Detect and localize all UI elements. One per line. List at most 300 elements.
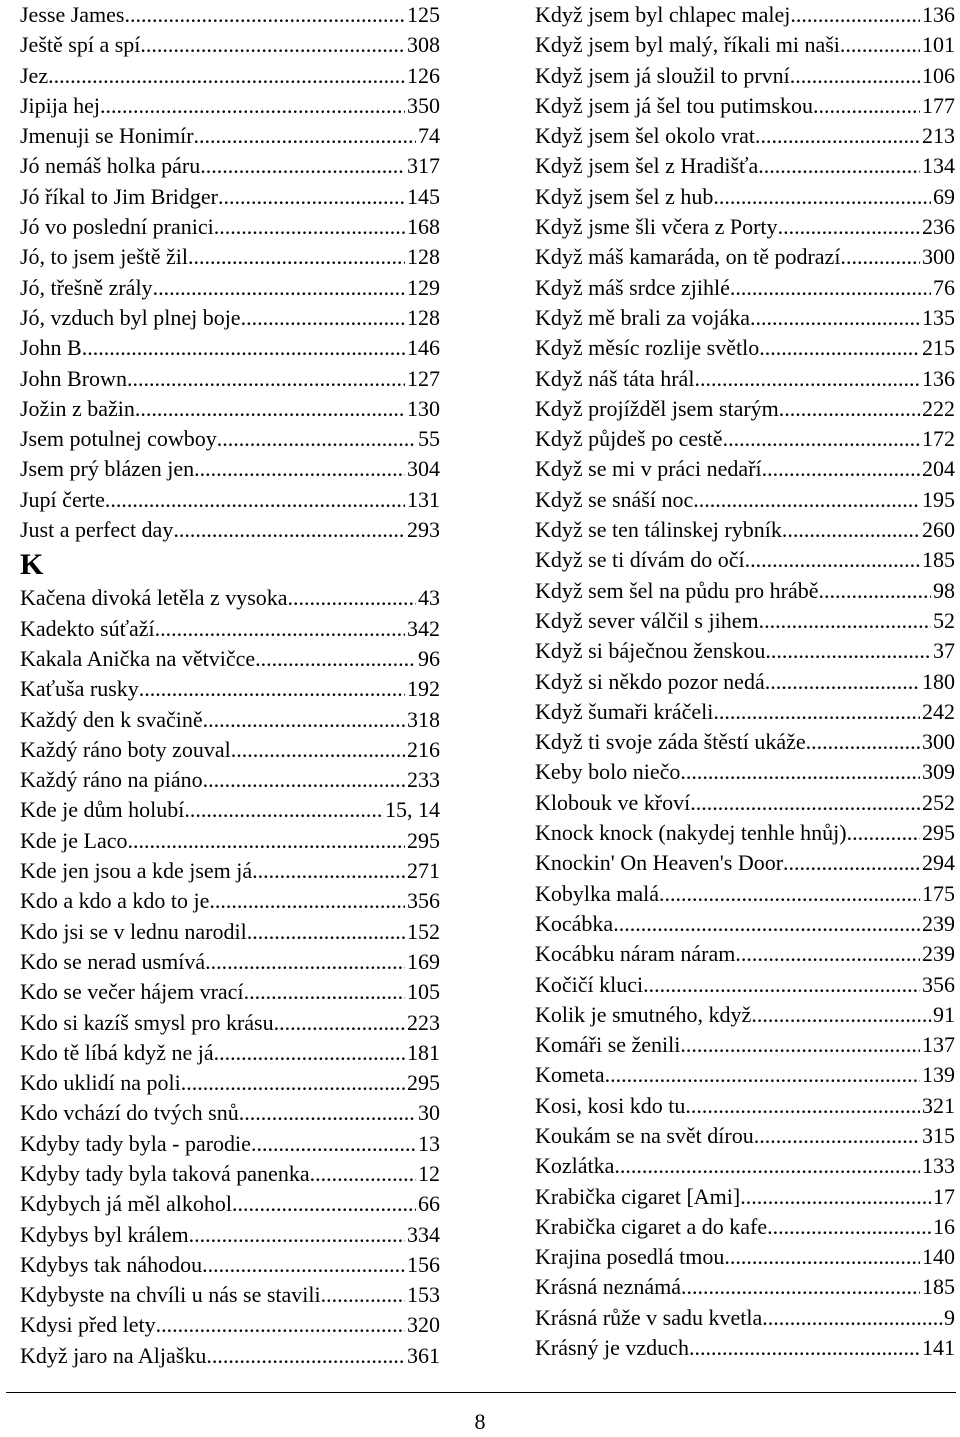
- entry-title: Kaťuša rusky: [20, 676, 139, 702]
- dot-leader: [694, 364, 920, 394]
- entry-title: Kolik je smutného, když: [535, 1001, 752, 1027]
- index-entry: [535, 91, 955, 121]
- index-entry: [535, 545, 955, 575]
- entry-page-number: 12: [418, 1160, 440, 1186]
- entry-title: Když máš srdce zjihlé: [535, 274, 730, 300]
- index-entry: [535, 757, 955, 787]
- dot-leader: [48, 61, 405, 91]
- entry-title: Kocábka: [535, 910, 614, 936]
- index-entry: [20, 1098, 440, 1128]
- dot-leader: [194, 121, 416, 151]
- index-entry: [535, 1151, 955, 1181]
- entry-page-number: 216: [407, 736, 440, 762]
- entry-page-number: 239: [922, 910, 955, 936]
- dot-leader: [790, 61, 920, 91]
- entry-page-number: 141: [922, 1335, 955, 1361]
- index-entry: [535, 1212, 955, 1242]
- entry-page-number: 271: [407, 858, 440, 884]
- index-entry: [535, 818, 955, 848]
- entry-page-number: 185: [922, 547, 955, 573]
- entry-title: Krabička cigaret a do kafe: [535, 1213, 768, 1239]
- index-entry: [535, 121, 955, 151]
- entry-title: Každý den k svačině: [20, 706, 203, 732]
- entry-title: Keby bolo niečo: [535, 759, 681, 785]
- dot-leader: [735, 939, 920, 969]
- entry-title: Když půjdeš po cestě: [535, 426, 723, 452]
- index-entry: [20, 644, 440, 674]
- dot-leader: [845, 30, 920, 60]
- entry-page-number: 309: [922, 759, 955, 785]
- index-entry: [20, 917, 440, 947]
- entry-page-number: 215: [922, 335, 955, 361]
- dot-leader: [813, 91, 920, 121]
- dot-leader: [217, 424, 416, 454]
- entry-page-number: 172: [922, 426, 955, 452]
- index-entry: [20, 151, 440, 181]
- entry-title: Když jsem byl chlapec malej: [535, 2, 791, 27]
- entry-title: Když se ti dívám do očí: [535, 547, 745, 573]
- entry-title: Kdybys byl králem: [20, 1221, 189, 1247]
- dot-leader: [767, 1212, 931, 1242]
- entry-title: Kdybys tak náhodou: [20, 1251, 203, 1277]
- index-entry: [535, 697, 955, 727]
- dot-leader: [779, 394, 920, 424]
- dot-leader: [659, 879, 920, 909]
- dot-leader: [231, 735, 405, 765]
- dot-leader: [205, 947, 405, 977]
- entry-page-number: 177: [922, 92, 955, 118]
- entry-title: Když jsem já sloužil to první: [535, 62, 790, 88]
- entry-page-number: 175: [922, 880, 955, 906]
- entry-page-number: 74: [418, 123, 440, 149]
- index-entry: [20, 1068, 440, 1098]
- dot-leader: [247, 917, 405, 947]
- entry-title: Krásná neznámá: [535, 1274, 681, 1300]
- dot-leader: [782, 515, 920, 545]
- entry-page-number: 356: [922, 971, 955, 997]
- entry-page-number: 242: [922, 698, 955, 724]
- index-entry: [535, 788, 955, 818]
- index-entry: [535, 576, 955, 606]
- entry-title: Jó, to jsem ještě žil: [20, 244, 189, 270]
- entry-page-number: 17: [933, 1183, 955, 1209]
- entry-title: Knockin' On Heaven's Door: [535, 850, 784, 876]
- entry-title: Když si báječnou ženskou: [535, 638, 766, 664]
- index-entry: [20, 424, 440, 454]
- dot-leader: [200, 151, 405, 181]
- entry-title: Klobouk ve křoví: [535, 789, 691, 815]
- index-entry: [535, 61, 955, 91]
- entry-title: Když projížděl jsem starým: [535, 395, 779, 421]
- entry-page-number: 342: [407, 615, 440, 641]
- index-entry: [20, 735, 440, 765]
- entry-page-number: 334: [407, 1221, 440, 1247]
- entry-title: Jó nemáš holka páru: [20, 153, 201, 179]
- entry-title: Když máš kamaráda, on tě podrazí.: [535, 244, 846, 270]
- index-entry: [20, 765, 440, 795]
- entry-page-number: 133: [922, 1153, 955, 1179]
- dot-leader: [690, 788, 920, 818]
- entry-page-number: 128: [407, 304, 440, 330]
- index-entry: [535, 0, 955, 30]
- dot-leader: [194, 454, 405, 484]
- index-column-right: [535, 0, 955, 1363]
- entry-page-number: 76: [933, 274, 955, 300]
- dot-leader: [209, 886, 405, 916]
- entry-page-number: 146: [407, 335, 440, 361]
- dot-leader: [153, 273, 405, 303]
- index-entry: [535, 879, 955, 909]
- entry-title: Kdo vchází do tvých snů: [20, 1100, 239, 1126]
- entry-page-number: 356: [407, 888, 440, 914]
- entry-title: Kozlátka: [535, 1153, 615, 1179]
- entry-page-number: 129: [407, 274, 440, 300]
- dot-leader: [783, 848, 920, 878]
- dot-leader: [724, 1242, 920, 1272]
- dot-leader: [241, 303, 405, 333]
- entry-title: Kdo se nerad usmívá: [20, 948, 206, 974]
- entry-title: Komáři se ženili: [535, 1032, 681, 1058]
- entry-title: Kde je dům holubí: [20, 797, 185, 823]
- index-entry: [20, 242, 440, 272]
- index-entry: [535, 939, 955, 969]
- dot-leader: [680, 757, 920, 787]
- entry-page-number: 239: [922, 941, 955, 967]
- entry-page-number: 169: [407, 948, 440, 974]
- index-entry: [20, 583, 440, 613]
- dot-leader: [218, 182, 405, 212]
- entry-page-number: 295: [407, 1070, 440, 1096]
- entry-title: Kometa: [535, 1062, 605, 1088]
- entry-page-number: 69: [933, 183, 955, 209]
- index-entry: [20, 1341, 440, 1371]
- entry-page-number: 320: [407, 1312, 440, 1338]
- dot-leader: [214, 212, 405, 242]
- index-entry: [20, 0, 440, 30]
- index-entry: [535, 970, 955, 1000]
- entry-title: Jožin z bažin: [20, 395, 135, 421]
- index-entry: [20, 947, 440, 977]
- dot-leader: [759, 606, 931, 636]
- dot-leader: [614, 1151, 920, 1181]
- entry-page-number: 13: [418, 1130, 440, 1156]
- dot-leader: [693, 485, 920, 515]
- dot-leader: [135, 394, 405, 424]
- entry-title: Ještě spí a spí: [20, 32, 141, 58]
- index-entry: [20, 886, 440, 916]
- index-entry: [20, 1280, 440, 1310]
- entry-title: Jó vo poslední pranici: [20, 214, 214, 240]
- entry-title: Kdysi před lety: [20, 1312, 156, 1338]
- entry-page-number: 52: [933, 607, 955, 633]
- dot-leader: [818, 576, 931, 606]
- entry-page-number: 126: [407, 62, 440, 88]
- index-entry: [20, 273, 440, 303]
- entry-title: Když jsem šel okolo vrat: [535, 123, 755, 149]
- entry-page-number: 156: [407, 1251, 440, 1277]
- entry-title: Krajina posedlá tmou: [535, 1244, 725, 1270]
- dot-leader: [846, 242, 920, 272]
- entry-page-number: 105: [407, 979, 440, 1005]
- index-entry: [535, 606, 955, 636]
- index-entry: [535, 273, 955, 303]
- entry-page-number: 91: [933, 1001, 955, 1027]
- entry-page-number: 96: [418, 645, 440, 671]
- entry-title: Kobylka malá: [535, 880, 660, 906]
- entry-page-number: 300: [922, 729, 955, 755]
- entry-title: Když šumaři kráčeli: [535, 698, 714, 724]
- index-entry: [535, 1060, 955, 1090]
- dot-leader: [173, 515, 405, 545]
- dot-leader: [713, 182, 931, 212]
- entry-page-number: 135: [922, 304, 955, 330]
- entry-title: Jez: [20, 62, 49, 88]
- entry-title: Kdo uklidí na poli: [20, 1070, 181, 1096]
- entry-page-number: 153: [407, 1282, 440, 1308]
- entry-page-number: 260: [922, 517, 955, 543]
- index-entry: [535, 848, 955, 878]
- index-entry: [20, 454, 440, 484]
- entry-page-number: 145: [407, 183, 440, 209]
- index-entry: [535, 667, 955, 697]
- index-entry: [20, 1159, 440, 1189]
- dot-leader: [689, 1333, 920, 1363]
- entry-page-number: 130: [407, 395, 440, 421]
- entry-title: Když sever válčil s jihem: [535, 607, 759, 633]
- index-entry: [20, 795, 440, 825]
- entry-page-number: 304: [407, 456, 440, 482]
- entry-title: Jupí čerte: [20, 486, 105, 512]
- entry-page-number: 361: [407, 1342, 440, 1368]
- entry-title: Kakala Anička na větvičce: [20, 645, 256, 671]
- entry-page-number: 315: [922, 1122, 955, 1148]
- entry-page-number: 125: [407, 2, 440, 27]
- index-entry: [535, 424, 955, 454]
- index-entry: [20, 977, 440, 1007]
- dot-leader: [206, 1341, 405, 1371]
- entry-title: Kadekto súťaží: [20, 615, 155, 641]
- entry-page-number: 252: [922, 789, 955, 815]
- dot-leader: [274, 1008, 405, 1038]
- index-entry: [20, 333, 440, 363]
- entry-page-number: 152: [407, 918, 440, 944]
- index-entry: [535, 1303, 955, 1333]
- entry-page-number: 127: [407, 365, 440, 391]
- entry-title: Když sem šel na půdu pro hrábě: [535, 577, 819, 603]
- entry-page-number: 128: [407, 244, 440, 270]
- entry-title: Kdo si kazíš smysl pro krásu: [20, 1009, 274, 1035]
- entry-page-number: 134: [922, 153, 955, 179]
- entry-title: Kdyby tady byla taková panenka: [20, 1160, 310, 1186]
- dot-leader: [758, 151, 920, 181]
- entry-page-number: 233: [407, 767, 440, 793]
- entry-page-number: 318: [407, 706, 440, 732]
- index-entry: [20, 1038, 440, 1068]
- index-entry: [20, 182, 440, 212]
- entry-page-number: 295: [922, 820, 955, 846]
- entry-title: Knock knock (nakydej tenhle hnůj): [535, 820, 847, 846]
- dot-leader: [740, 1182, 931, 1212]
- entry-page-number: 136: [922, 365, 955, 391]
- entry-title: Kocábku náram náram: [535, 941, 736, 967]
- dot-leader: [643, 970, 920, 1000]
- index-entry: [535, 1121, 955, 1151]
- entry-page-number: 308: [407, 32, 440, 58]
- entry-page-number: 294: [922, 850, 955, 876]
- entry-title: Když mě brali za vojáka: [535, 304, 751, 330]
- dot-leader: [778, 212, 920, 242]
- entry-page-number: 192: [407, 676, 440, 702]
- dot-leader: [139, 674, 405, 704]
- entry-page-number: 168: [407, 214, 440, 240]
- entry-title: Kosi, kosi kdo tu: [535, 1092, 686, 1118]
- dot-leader: [203, 705, 405, 735]
- index-entry: [20, 1220, 440, 1250]
- entry-title: John Brown: [20, 365, 127, 391]
- dot-leader: [181, 1068, 405, 1098]
- index-entry: [20, 61, 440, 91]
- dot-leader: [310, 1159, 416, 1189]
- entry-title: Každý ráno na piáno: [20, 767, 203, 793]
- footer-rule: [6, 1392, 956, 1393]
- dot-leader: [251, 1129, 416, 1159]
- entry-title: John B: [20, 335, 82, 361]
- index-entry: [20, 394, 440, 424]
- entry-page-number: 139: [922, 1062, 955, 1088]
- index-entry: [535, 1182, 955, 1212]
- dot-leader: [321, 1280, 405, 1310]
- index-column-left: [20, 0, 440, 1371]
- dot-leader: [189, 1220, 405, 1250]
- entry-page-number: 293: [407, 517, 440, 543]
- dot-leader: [680, 1030, 920, 1060]
- index-entry: [535, 333, 955, 363]
- index-entry: [535, 242, 955, 272]
- entry-title: Když jsem já šel tou putimskou: [535, 92, 814, 118]
- dot-leader: [156, 1310, 405, 1340]
- dot-leader: [759, 333, 920, 363]
- index-entry: [535, 1030, 955, 1060]
- entry-page-number: 300: [922, 244, 955, 270]
- index-entry: [20, 674, 440, 704]
- dot-leader: [613, 909, 920, 939]
- entry-title: Kde je Laco: [20, 827, 128, 853]
- index-entry: [20, 364, 440, 394]
- index-entry: [535, 909, 955, 939]
- entry-title: Kdyby tady byla - parodie: [20, 1130, 251, 1156]
- entry-title: Jesse James: [20, 2, 125, 27]
- dot-leader: [288, 583, 416, 613]
- entry-title: Jipija hej: [20, 92, 101, 118]
- entry-page-number: 213: [922, 123, 955, 149]
- dot-leader: [202, 1250, 405, 1280]
- dot-leader: [765, 667, 920, 697]
- entry-page-number: 98: [933, 577, 955, 603]
- entry-title: Kdybyste na chvíli u nás se stavili: [20, 1282, 321, 1308]
- dot-leader: [762, 454, 920, 484]
- index-entry: [20, 30, 440, 60]
- entry-title: Jsem prý blázen jen: [20, 456, 195, 482]
- dot-leader: [765, 636, 931, 666]
- dot-leader: [790, 0, 920, 30]
- entry-title: Krásný je vzduch: [535, 1335, 689, 1361]
- entry-title: Když jsem byl malý, říkali mi naši.: [535, 32, 846, 58]
- index-entry: [535, 1000, 955, 1030]
- index-entry: [20, 485, 440, 515]
- index-entry: [20, 705, 440, 735]
- dot-leader: [730, 273, 931, 303]
- index-entry: [20, 1250, 440, 1280]
- page-number: 8: [474, 1409, 486, 1434]
- index-entry: [535, 303, 955, 333]
- index-entry: [20, 91, 440, 121]
- index-entry: [20, 515, 440, 545]
- dot-leader: [128, 826, 406, 856]
- entry-page-number: 15, 14: [385, 797, 440, 823]
- dot-leader: [82, 333, 405, 363]
- entry-title: Kačena divoká letěla z vysoka: [20, 585, 288, 611]
- dot-leader: [188, 242, 405, 272]
- entry-page-number: 136: [922, 2, 955, 27]
- dot-leader: [754, 1121, 920, 1151]
- entry-title: Kdo tě líbá když ne já: [20, 1039, 214, 1065]
- dot-leader: [745, 545, 920, 575]
- index-entry: [535, 515, 955, 545]
- entry-page-number: 43: [418, 585, 440, 611]
- index-entry: [20, 826, 440, 856]
- dot-leader: [244, 977, 405, 1007]
- dot-leader: [681, 1272, 920, 1302]
- entry-page-number: 137: [922, 1032, 955, 1058]
- entry-title: Kdo a kdo a kdo to je: [20, 888, 210, 914]
- dot-leader: [105, 485, 405, 515]
- entry-title: Kdo se večer hájem vrací: [20, 979, 244, 1005]
- entry-page-number: 321: [922, 1092, 955, 1118]
- dot-leader: [713, 697, 920, 727]
- entry-title: Kde jen jsou a kde jsem já: [20, 858, 253, 884]
- entry-title: Když se ten tálinskej rybník: [535, 517, 782, 543]
- dot-leader: [124, 0, 405, 30]
- entry-title: Jsem potulnej cowboy: [20, 426, 217, 452]
- entry-page-number: 222: [922, 395, 955, 421]
- entry-page-number: 350: [407, 92, 440, 118]
- entry-page-number: 140: [922, 1244, 955, 1270]
- entry-page-number: 9: [944, 1304, 955, 1330]
- entry-title: Just a perfect day: [20, 517, 174, 543]
- dot-leader: [100, 91, 405, 121]
- dot-leader: [184, 795, 383, 825]
- section-letter: K: [20, 548, 44, 582]
- index-entry: [535, 636, 955, 666]
- index-entry: [535, 485, 955, 515]
- dot-leader: [140, 30, 405, 60]
- index-entry: [535, 182, 955, 212]
- entry-page-number: 295: [407, 827, 440, 853]
- dot-leader: [232, 1189, 416, 1219]
- entry-page-number: 181: [407, 1039, 440, 1065]
- dot-leader: [203, 765, 405, 795]
- index-entry: [535, 1242, 955, 1272]
- entry-title: Když ti svoje záda štěstí ukáže: [535, 729, 806, 755]
- index-entry: [535, 364, 955, 394]
- entry-page-number: 180: [922, 668, 955, 694]
- index-entry: [20, 614, 440, 644]
- dot-leader: [847, 818, 920, 848]
- index-entry: [20, 1129, 440, 1159]
- entry-title: Kdo jsi se v lednu narodil: [20, 918, 247, 944]
- index-entry: [20, 212, 440, 242]
- entry-page-number: 236: [922, 214, 955, 240]
